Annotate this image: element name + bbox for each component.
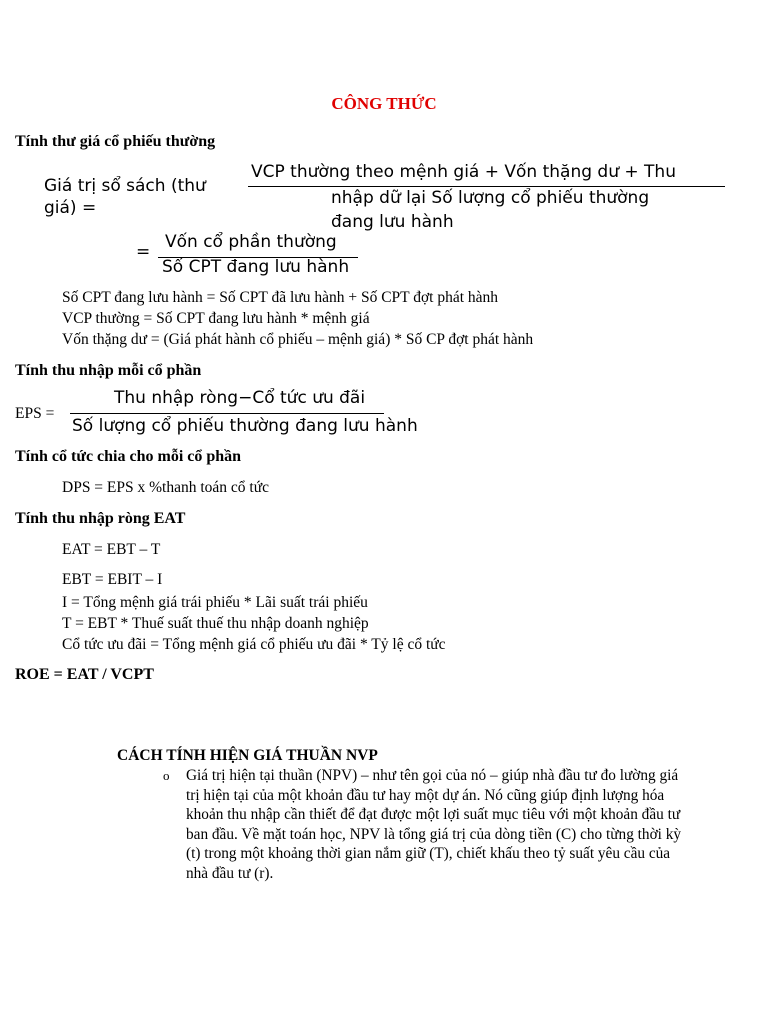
book-value-denominator-line1: nhập dữ lại Số lượng cổ phiếu thường bbox=[331, 188, 650, 208]
dps-formula: DPS = EPS x %thanh toán cổ tức bbox=[62, 479, 270, 496]
heading-npv: CÁCH TÍNH HIỆN GIÁ THUẦN NVP bbox=[117, 747, 378, 764]
book-value-label-line2: giá) = bbox=[44, 198, 97, 218]
heading-eat: Tính thu nhập ròng EAT bbox=[15, 510, 186, 527]
heading-eps: Tính thu nhập mỗi cổ phần bbox=[15, 362, 202, 379]
formula-line: Vốn thặng dư = (Giá phát hành cổ phiếu – mệnh giá) * Số CP đợt phát hành bbox=[62, 331, 534, 348]
equals-sign: = bbox=[136, 242, 151, 262]
ebt-formula: EBT = EBIT – I bbox=[62, 571, 163, 588]
eat-formula: EAT = EBT – T bbox=[62, 541, 161, 558]
fraction-bar bbox=[248, 186, 725, 187]
book-value-denominator-line2: đang lưu hành bbox=[331, 212, 454, 232]
roe-formula: ROE = EAT / VCPT bbox=[15, 666, 154, 683]
formula-line: I = Tổng mệnh giá trái phiếu * Lãi suất trái phiếu bbox=[62, 594, 368, 611]
formula-line: T = EBT * Thuế suất thuế thu nhập doanh nghiệp bbox=[62, 615, 369, 632]
fraction-bar bbox=[70, 413, 384, 414]
equity-numerator: Vốn cổ phần thường bbox=[165, 232, 337, 252]
book-value-numerator: VCP thường theo mệnh giá + Vốn thặng dư + Thu bbox=[251, 162, 676, 182]
heading-dps: Tính cổ tức chia cho mỗi cổ phần bbox=[15, 448, 242, 465]
book-value-label-line1: Giá trị sổ sách (thư bbox=[44, 176, 206, 196]
equity-denominator: Số CPT đang lưu hành bbox=[162, 257, 350, 277]
bullet-marker: o bbox=[163, 768, 170, 783]
formula-line: Số CPT đang lưu hành = Số CPT đã lưu hành + Số CPT đợt phát hành bbox=[62, 289, 499, 306]
heading-book-value: Tính thư giá cổ phiếu thường bbox=[15, 133, 216, 150]
eps-denominator: Số lượng cổ phiếu thường đang lưu hành bbox=[72, 416, 418, 436]
npv-paragraph: Giá trị hiện tại thuần (NPV) – như tên gọi của nó – giúp nhà đầu tư đo lường giá trị hiện tại của một khoản đầu tư hay một dự án. Nó cũng giúp định lượng hóa khoản thu nhập cần thiết để đạt được một lợi suất mục tiêu với một khoản đầu tư ban đầu. Về mặt toán học, NPV là tổng giá trị của dòng tiền (C) cho từng thời kỳ (t) trong một khoảng thời gian nắm giữ (T), chiết khấu theo tỷ suất yêu cầu của nhà đầu tư (r). bbox=[186, 767, 682, 882]
eps-numerator: Thu nhập ròng−Cổ tức ưu đãi bbox=[114, 388, 366, 408]
eps-label: EPS = bbox=[15, 405, 55, 422]
page-title: CÔNG THỨC bbox=[331, 94, 437, 113]
formula-line: VCP thường = Số CPT đang lưu hành * mệnh giá bbox=[62, 310, 370, 327]
formula-line: Cổ tức ưu đãi = Tổng mệnh giá cổ phiếu ưu đãi * Tỷ lệ cổ tức bbox=[62, 636, 446, 653]
